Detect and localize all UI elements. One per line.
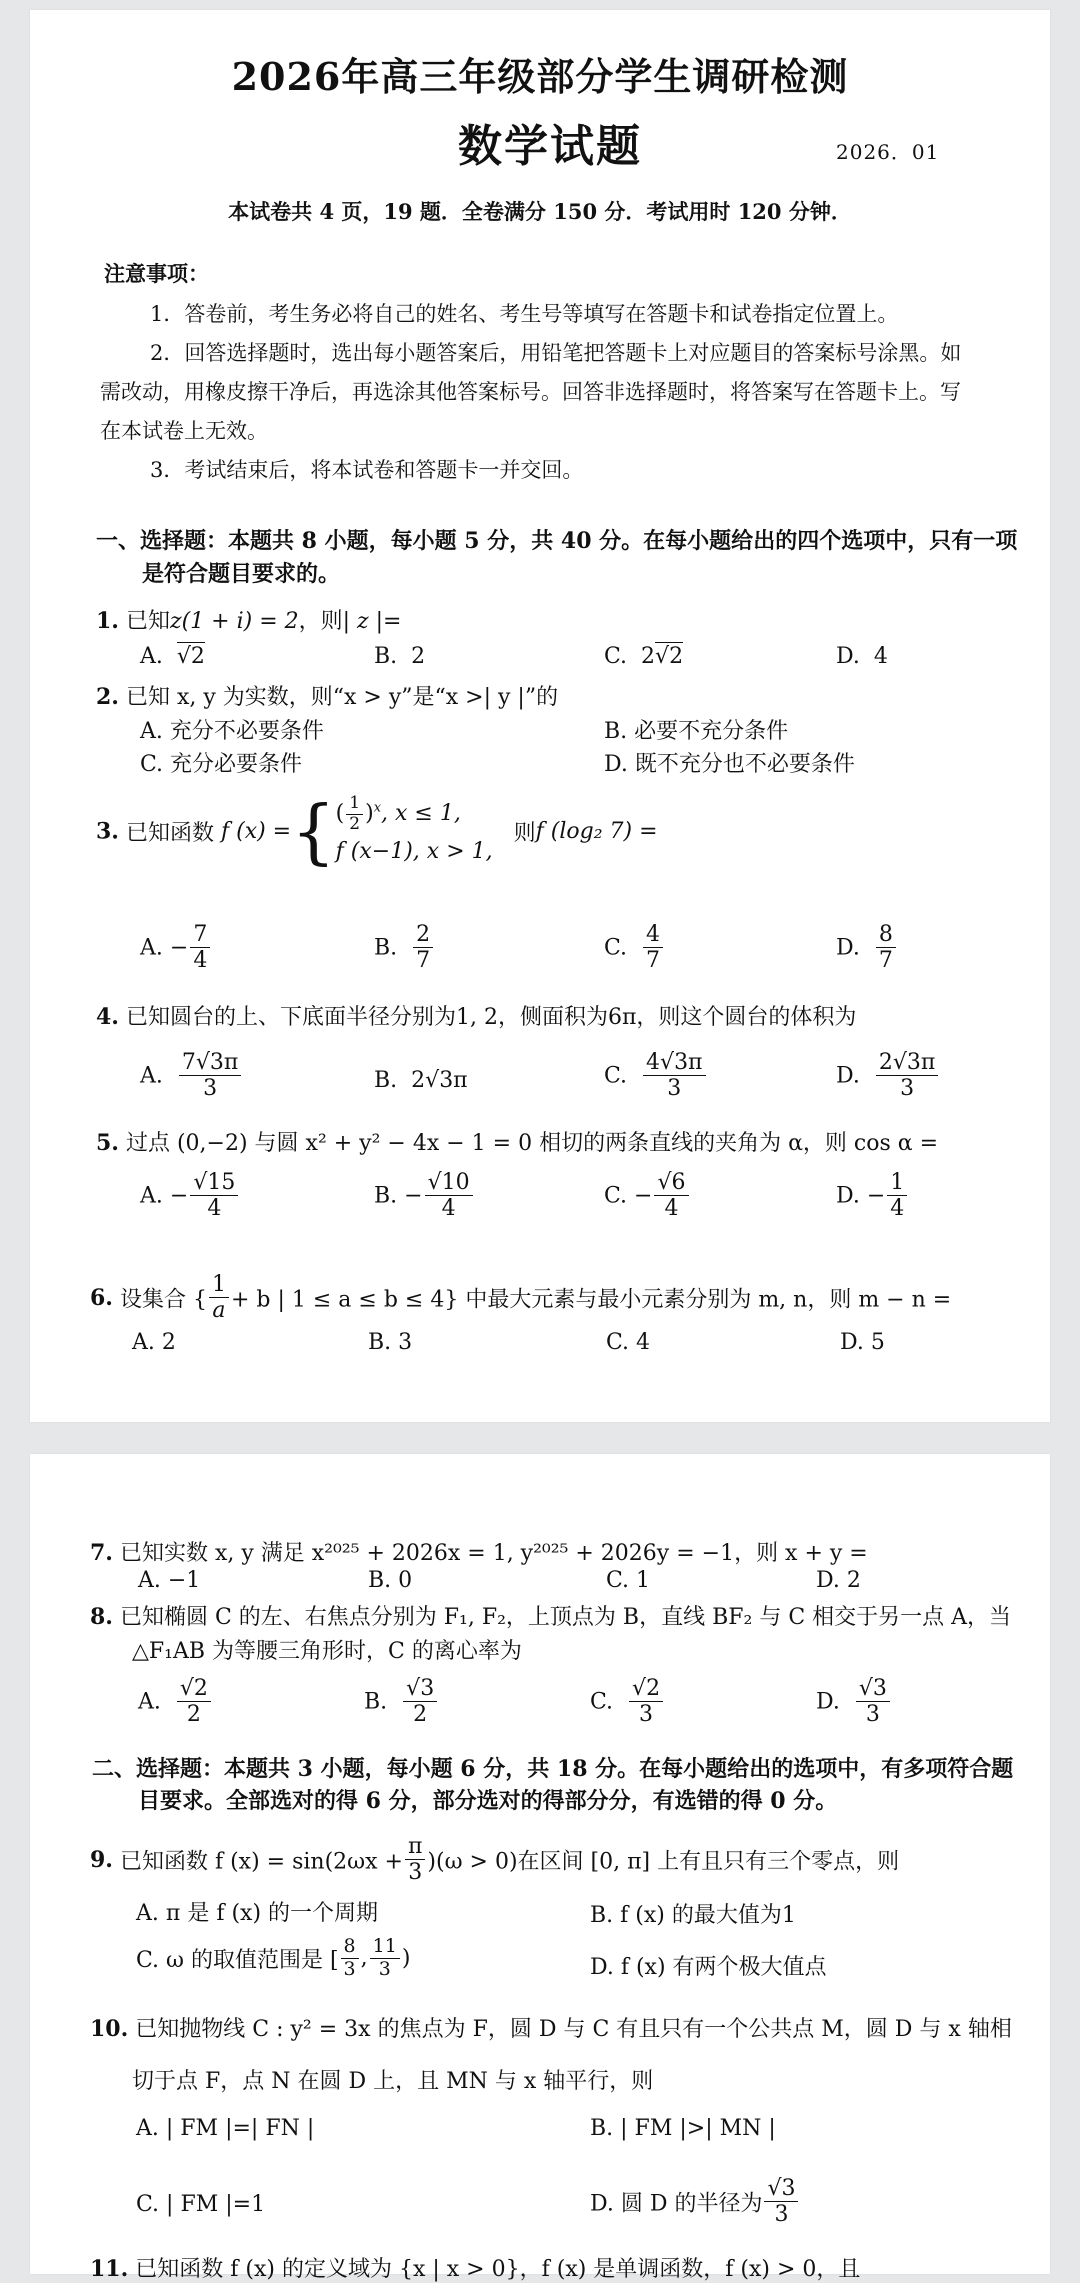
q3-option-c[interactable]: C. $\frac{4}{7}$ [604, 922, 665, 974]
q5-option-a[interactable]: A. − $\frac{√15}{4}$ [140, 1170, 240, 1222]
question-5: 5. 过点 (0,−2) 与圆 x² + y² − 4x − 1 = 0 相切的两条直线的夹角为 α，则 cos α = [96, 1130, 939, 1156]
q2-option-a[interactable]: A. 充分不必要条件 [140, 719, 324, 744]
q2-option-b[interactable]: B. 必要不充分条件 [604, 719, 789, 744]
q3-option-a[interactable]: A. − $\frac{7}{4}$ [140, 922, 212, 974]
q4-option-b[interactable]: B. 2√3π [374, 1068, 468, 1093]
q3-option-b[interactable]: B. $\frac{2}{7}$ [374, 922, 435, 974]
q7-option-c[interactable]: C. 1 [606, 1568, 651, 1593]
question-10: 10. 已知抛物线 C : y² = 3x 的焦点为 F，圆 D 与 C 有且只有一个公共点 M，圆 D 与 x 轴相 [90, 2016, 1012, 2042]
q9-option-b[interactable]: B. f (x) 的最大值为1 [590, 1903, 796, 1928]
q8-option-a[interactable]: A. $\frac{√2}{2}$ [138, 1676, 213, 1728]
q5-option-d[interactable]: D. − $\frac{1}{4}$ [836, 1170, 909, 1222]
q7-option-a[interactable]: A. −1 [138, 1568, 201, 1593]
exam-info: 本试卷共 4 页，19 题．全卷满分 150 分．考试用时 120 分钟． [228, 199, 852, 224]
q10-option-d[interactable]: D. 圆 D 的半径为 $\frac{√3}{3}$ [590, 2176, 800, 2228]
notice-item-2-line2: 需改动，用橡皮擦干净后，再选涂其他答案标号。回答非选择题时，将答案写在答题卡上。写 [100, 380, 961, 404]
q9-option-c[interactable]: C. ω 的取值范围是 [ $\frac{8}{3}$ , $\frac{11}{3}$ ) [136, 1935, 411, 1980]
question-9: 9. 已知函数 f (x) = sin(2ωx + $\frac{\pi}{3}$ )(ω > 0)在区间 [0, π] 上有且只有三个零点，则 [90, 1834, 900, 1886]
q5-option-b[interactable]: B. − $\frac{√10}{4}$ [374, 1170, 475, 1222]
question-1: 1. 已知z(1 + i) = 2，则| z |= [96, 608, 402, 634]
q3-option-d[interactable]: D. $\frac{8}{7}$ [836, 922, 898, 974]
q2-option-c[interactable]: C. 充分必要条件 [140, 752, 303, 777]
q8-option-b[interactable]: B. $\frac{√3}{2}$ [364, 1676, 439, 1728]
q4-option-c[interactable]: C. $\frac{4√3\pi}{3}$ [604, 1050, 708, 1102]
q10-option-b[interactable]: B. | FM |>| MN | [590, 2116, 776, 2141]
question-7: 7. 已知实数 x, y 满足 x²⁰²⁵ + 2026x = 1, y²⁰²⁵ + 2026y = −1，则 x + y = [90, 1540, 868, 1566]
exam-page-1 [30, 10, 1050, 1422]
q8-option-d[interactable]: D. $\frac{√3}{3}$ [816, 1676, 892, 1728]
q8-option-c[interactable]: C. $\frac{√2}{3}$ [590, 1676, 665, 1728]
section2-heading-line2: 目要求。全部选对的得 6 分，部分选对的得部分分，有选错的得 0 分。 [138, 1788, 838, 1814]
question-8-line2: △F₁AB 为等腰三角形时，C 的离心率为 [132, 1639, 522, 1664]
q10-option-a[interactable]: A. | FM |=| FN | [136, 2116, 315, 2141]
q1-option-b[interactable]: B. 2 [374, 644, 426, 669]
q2-option-d[interactable]: D. 既不充分也不必要条件 [604, 752, 855, 777]
q7-option-b[interactable]: B. 0 [368, 1568, 413, 1593]
exam-subject: 数学试题 [458, 121, 642, 172]
q6-option-d[interactable]: D. 5 [840, 1330, 885, 1355]
exam-date: 2026．01 [836, 140, 940, 164]
q9-option-a[interactable]: A. π 是 f (x) 的一个周期 [136, 1901, 379, 1926]
q10-option-c[interactable]: C. | FM |=1 [136, 2192, 266, 2217]
notice-heading: 注意事项： [104, 261, 209, 286]
q4-option-a[interactable]: A. $\frac{7√3\pi}{3}$ [140, 1050, 243, 1102]
q1-option-c[interactable]: C. 2√2 [604, 644, 684, 669]
section1-heading-line2: 是符合题目要求的。 [142, 561, 341, 587]
section2-heading: 二、选择题：本题共 3 小题，每小题 6 分，共 18 分。在每小题给出的选项中，有多项符合题 [92, 1756, 1014, 1782]
question-10-line2: 切于点 F，点 N 在圆 D 上，且 MN 与 x 轴平行，则 [132, 2069, 654, 2094]
q4-option-d[interactable]: D. $\frac{2√3\pi}{3}$ [836, 1050, 940, 1102]
q1-option-a[interactable]: A. √2 [140, 644, 205, 669]
q1-option-d[interactable]: D. 4 [836, 644, 888, 669]
q7-option-d[interactable]: D. 2 [816, 1568, 861, 1593]
question-6: 6. 设集合 { $\frac{1}{a}$ + b | 1 ≤ a ≤ b ≤ 4} 中最大元素与最小元素分别为 m, n，则 m − n = [90, 1272, 952, 1324]
q5-option-c[interactable]: C. − $\frac{√6}{4}$ [604, 1170, 691, 1222]
exam-page-2 [30, 1454, 1050, 2282]
notice-item-2-line3: 在本试卷上无效。 [100, 419, 268, 443]
question-2: 2. 已知 x, y 为实数，则“x > y”是“x >| y |”的 [96, 684, 559, 710]
question-4: 4. 已知圆台的上、下底面半径分别为1, 2，侧面积为6π，则这个圆台的体积为 [96, 1004, 857, 1030]
question-11: 11. 已知函数 f (x) 的定义域为 {x | x > 0}，f (x) 是单调函数，f (x) > 0，且 [90, 2256, 861, 2282]
notice-item-2-line1: 2．回答选择题时，选出每小题答案后，用铅笔把答题卡上对应题目的答案标号涂黑。如 [150, 341, 962, 365]
exam-title: 2026年高三年级部分学生调研检测 [231, 54, 849, 99]
q9-option-d[interactable]: D. f (x) 有两个极大值点 [590, 1955, 827, 1980]
notice-item-3: 3．考试结束后，将本试卷和答题卡一并交回。 [150, 458, 584, 482]
q6-option-c[interactable]: C. 4 [606, 1330, 651, 1355]
q6-option-b[interactable]: B. 3 [368, 1330, 413, 1355]
notice-item-1: 1．答卷前，考生务必将自己的姓名、考生号等填写在答题卡和试卷指定位置上。 [150, 302, 899, 326]
question-8: 8. 已知椭圆 C 的左、右焦点分别为 F₁, F₂，上顶点为 B，直线 BF₂ 与 C 相交于另一点 A，当 [90, 1604, 1012, 1630]
q6-option-a[interactable]: A. 2 [132, 1330, 176, 1355]
question-3: 3. 已知函数 f (x) ={ ( $\frac{1}{2}$ )$^x$, x ≤ 1, f (x−1), x > 1, 则f (log₂ 7) = [96, 790, 658, 873]
section1-heading: 一、选择题：本题共 8 小题，每小题 5 分，共 40 分。在每小题给出的四个选项中，只有一项 [96, 528, 1018, 554]
